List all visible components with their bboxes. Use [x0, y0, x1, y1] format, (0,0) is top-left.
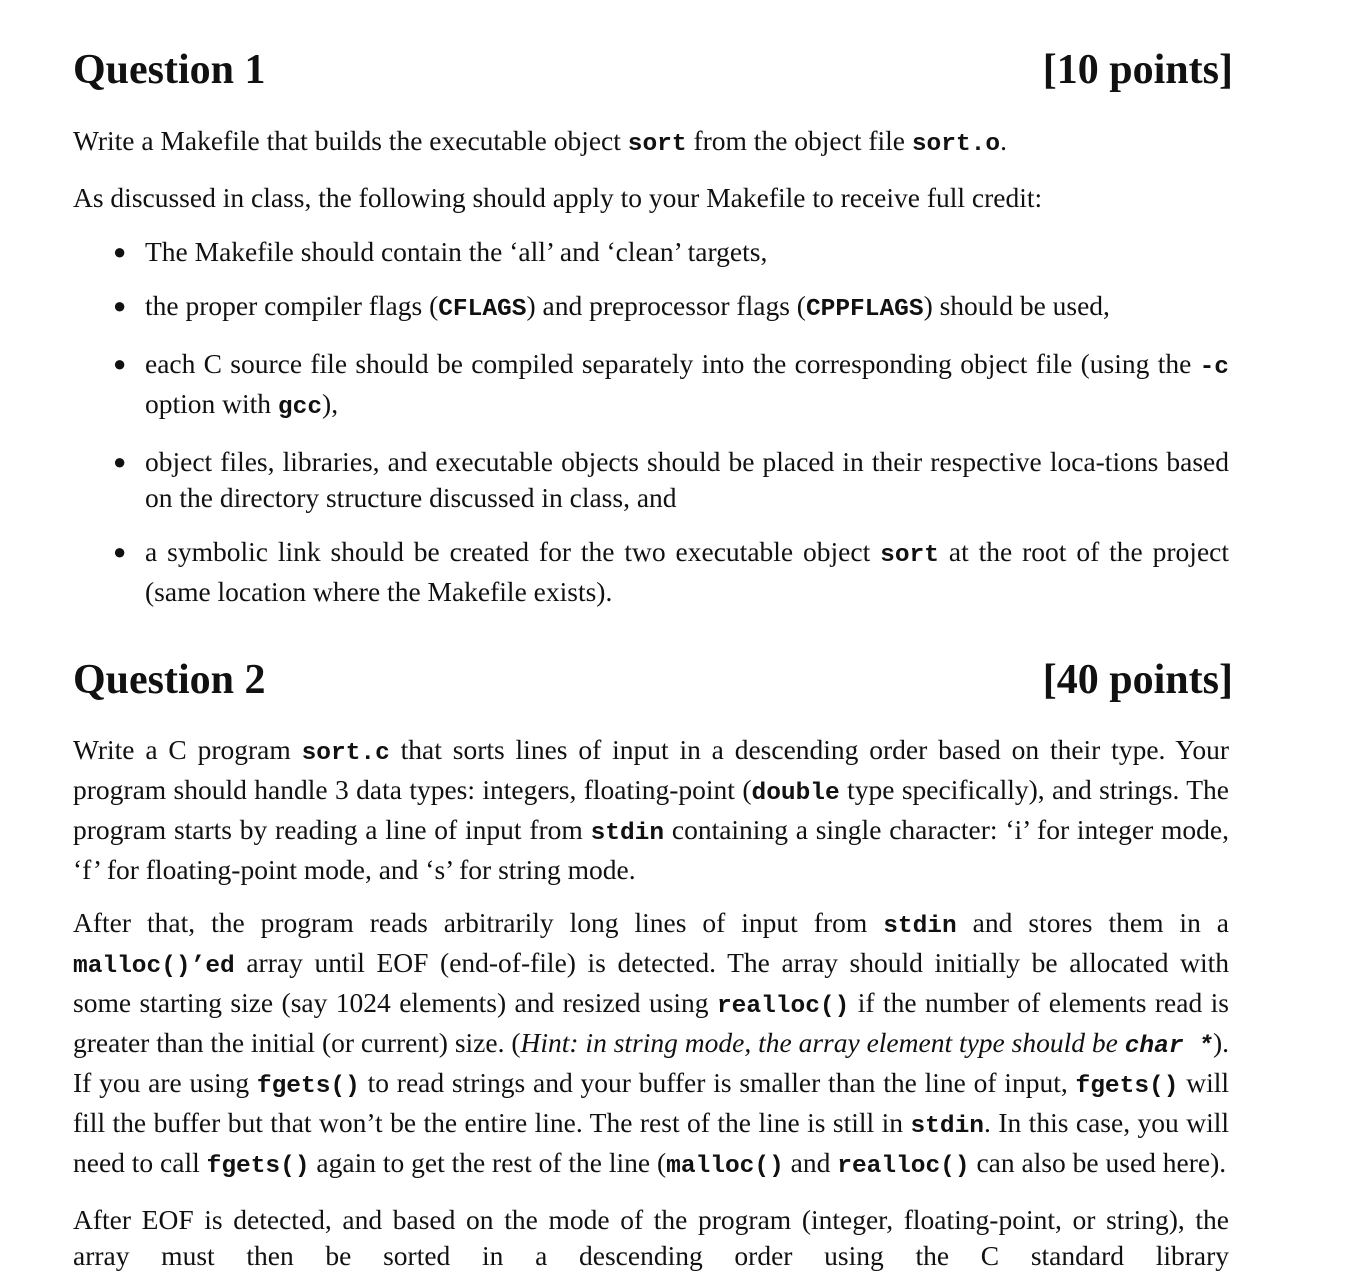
q2-paragraph-3: After EOF is detected, and based on the mode of the program (integer, floating-point, or string), the array must then be sorted in a descending order using the C standard library: [73, 1204, 1229, 1271]
list-item: ● a symbolic link should be created for the two executable object sort at the root of the project (same location where the Makefile exists).: [113, 536, 1229, 607]
list-item: ● each C source file should be compiled separately into the corresponding object file (using the -c option with gcc),: [113, 348, 1229, 421]
list-item: ● object files, libraries, and executable objects should be placed in their respective loca-tions based on the directory structure discussed in class, and: [113, 446, 1229, 513]
bullet-icon: ●: [113, 449, 127, 474]
q1-requirements-list: [73, 234, 1229, 610]
bullet-icon: ●: [113, 293, 127, 318]
question-2-points: [40 points]: [1042, 657, 1233, 703]
q2-paragraph-1: Write a C program sort.c that sorts lines of input in a descending order based on their type. Your program should handle 3 data types: integers, floating-point (double type specifically), and strings. The program starts by reading a line of input from stdin containing a single character: ‘i’ for integer mode, ‘f’ for floating-point mode, and ‘s’ for string mode.: [73, 734, 1229, 885]
question-1-header: [73, 40, 1233, 102]
bullet-icon: ●: [113, 539, 127, 564]
q1-paragraph-1: Write a Makefile that builds the executable object sort from the object file sort.o.: [73, 125, 1007, 158]
list-item: ● The Makefile should contain the ‘all’ and ‘clean’ targets,: [73, 234, 1229, 270]
question-2-header: [73, 650, 1233, 712]
question-1-title: Question 1: [73, 47, 266, 93]
question-1-points: [10 points]: [1042, 47, 1233, 93]
document-page: [73, 40, 1233, 1274]
q2-paragraph-2: After that, the program reads arbitrarily long lines of input from stdin and stores them in a malloc()’ed array until EOF (end-of-file) is detected. The array should initially be allocated with some starting size (say 1024 elements) and resized using realloc() if the number of elements read is greater than the initial (or current) size. (Hint: in string mode, the array element type should be char *). If you are using fgets() to read strings and your buffer is smaller than the line of input, fgets() will fill the buffer but that won’t be the entire line. The rest of the line is still in stdin. In this case, you will need to call fgets() again to get the rest of the line (malloc() and realloc() can also be used here).: [73, 907, 1230, 1180]
list-item: ● the proper compiler flags (CFLAGS) and preprocessor flags (CPPFLAGS) should be used,: [113, 290, 1110, 323]
bullet-icon: ●: [113, 239, 127, 264]
q1-paragraph-2: As discussed in class, the following should apply to your Makefile to receive full credit:: [73, 182, 1043, 213]
bullet-icon: ●: [113, 351, 127, 376]
question-2-title: Question 2: [73, 657, 266, 703]
